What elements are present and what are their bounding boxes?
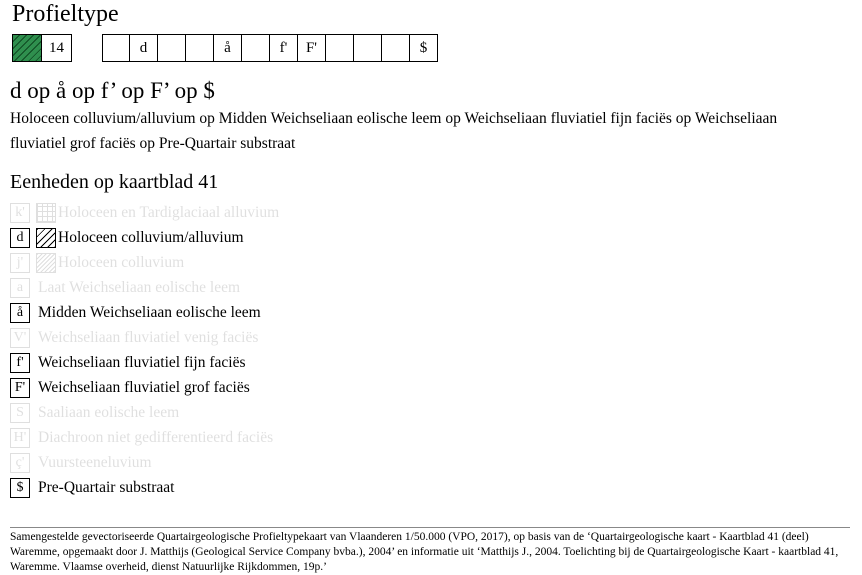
profile-formula: d op å op f’ op F’ op $ [10,78,215,103]
unit-code: F' [10,378,30,398]
code-cell: d [130,34,158,62]
legend-item [10,453,152,473]
code-cell: å [214,34,242,62]
unit-code: å [10,303,30,323]
code-cell: F' [298,34,326,62]
unit-code: a [10,278,30,298]
unit-label: Pre-Quartair substraat [38,479,175,496]
unit-code: ç' [10,453,30,473]
code-cell [326,34,354,62]
unit-label: Laat Weichseliaan eolische leem [38,279,241,296]
legend-item [10,253,184,273]
grid-pattern-icon [36,203,56,223]
hatch-pattern-icon [36,228,56,248]
code-cell [186,34,214,62]
code-cell [158,34,186,62]
legend-item [10,353,245,373]
page-title: Profieltype [12,1,119,27]
unit-label: Holoceen colluvium [58,254,185,271]
unit-code: H' [10,428,30,448]
profile-code-strip [12,34,438,62]
unit-code: d [10,228,30,248]
fine-hatch-pattern-icon [36,253,56,273]
unit-label: Diachroon niet gedifferentieerd faciës [38,429,274,446]
source-footnote: Samengestelde gevectoriseerde Quartairgeologische Profieltypekaart van Vlaanderen 1/50.000 (VPO, 2017), op basis van de ‘Quartairgeologische kaart - Kaartblad 41 (deel) Waremme, opgemaakt door J. Matthijs (Geological Service Company bvba.), 2004’ en informatie uit ‘Matthijs J., 2004. Toelichting bij de Quartairgeologische Kaart - kaartblad 41, Waremme. Vlaamse overheid, dienst Natuurlijke Rijkdommen, 19p.’ [10,531,839,573]
legend-item [10,328,258,348]
units-heading: Eenheden op kaartblad 41 [10,171,219,193]
legend-item [10,228,244,248]
unit-code: S [10,403,30,423]
unit-label: Vuursteeneluvium [38,454,152,471]
unit-label: Holoceen colluvium/alluvium [58,229,244,246]
unit-code: V' [10,328,30,348]
unit-label: Weichseliaan fluviatiel grof faciës [38,379,250,396]
code-cell [102,34,130,62]
legend-item [10,303,261,323]
legend-item [10,403,179,423]
legend-item [10,428,273,448]
profile-number: 14 [42,34,72,62]
code-cell: $ [410,34,438,62]
footer-divider [10,527,850,528]
unit-code: j' [10,253,30,273]
legend-item [10,478,174,498]
code-cell [382,34,410,62]
unit-label: Holoceen en Tardiglaciaal alluvium [58,204,280,221]
unit-label: Weichseliaan fluviatiel venig faciës [38,329,259,346]
unit-code: $ [10,478,30,498]
unit-code: f' [10,353,30,373]
code-cell [242,34,270,62]
code-cell: f' [270,34,298,62]
unit-label: Midden Weichseliaan eolische leem [38,304,261,321]
legend-item [10,203,279,223]
profile-pattern-swatch [12,34,42,62]
legend-item [10,378,250,398]
strip-gap [72,34,102,62]
profile-description: Holoceen colluvium/alluvium op Midden Weichseliaan eolische leem op Weichseliaan fluviatiel fijn faciës op Weichseliaan fluviatiel grof faciës op Pre-Quartair substraat [10,110,778,152]
legend-item [10,278,240,298]
unit-code: k' [10,203,30,223]
unit-label: Saaliaan eolische leem [38,404,180,421]
unit-label: Weichseliaan fluviatiel fijn faciës [38,354,246,371]
code-cell [354,34,382,62]
